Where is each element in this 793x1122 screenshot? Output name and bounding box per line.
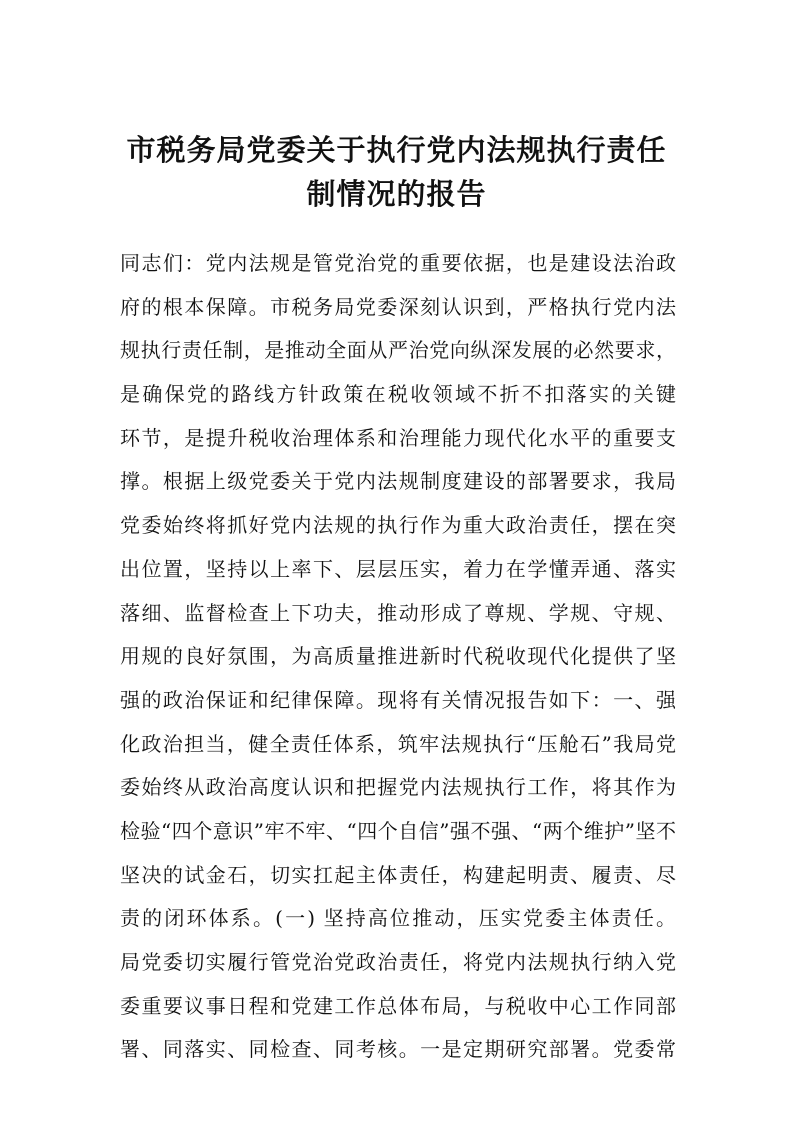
body-text-line: 用规的良好氛围，为高质量推进新时代税收现代化提供了坚 <box>120 644 676 669</box>
body-text-line: 检验“四个意识”牢不牢、“四个自信”强不强、“两个维护”坚不 <box>120 818 676 843</box>
body-text-line: 署、同落实、同检查、同考核。一是定期研究部署。党委常 <box>120 1037 676 1062</box>
body-text-line: 党委始终将抓好党内法规的执行作为重大政治责任，摆在突 <box>120 513 676 538</box>
document-body <box>120 248 676 1078</box>
body-text-line: 委重要议事日程和党建工作总体布局，与税收中心工作同部 <box>120 993 676 1018</box>
body-text-line: 环节，是提升税收治理体系和治理能力现代化水平的重要支 <box>120 425 676 450</box>
body-text-line: 同志们：党内法规是管党治党的重要依据，也是建设法治政 <box>120 251 676 275</box>
body-text-line: 委始终从政治高度认识和把握党内法规执行工作，将其作为 <box>120 775 676 800</box>
body-text-line: 责的闭环体系。(一) 坚持高位推动，压实党委主体责任。 <box>120 906 676 931</box>
body-text-line: 强的政治保证和纪律保障。现将有关情况报告如下：一、强 <box>120 687 676 712</box>
document-title-line-1: 市税务局党委关于执行党内法规执行责任 <box>126 133 667 167</box>
body-text-line: 出位置，坚持以上率下、层层压实，着力在学懂弄通、落实 <box>120 556 676 581</box>
document-title-line-2: 制情况的报告 <box>306 177 487 211</box>
body-text-line: 坚决的试金石，切实扛起主体责任，构建起明责、履责、尽 <box>120 862 676 887</box>
body-text-line: 是确保党的路线方针政策在税收领域不折不扣落实的关键 <box>120 382 676 407</box>
body-text-line: 府的根本保障。市税务局党委深刻认识到，严格执行党内法 <box>120 294 676 319</box>
body-text-line: 规执行责任制，是推动全面从严治党向纵深发展的必然要求， <box>120 338 676 363</box>
body-text-line: 撑。根据上级党委关于党内法规制度建设的部署要求，我局 <box>120 469 676 494</box>
body-text-line: 化政治担当，健全责任体系，筑牢法规执行“压舱石”我局党 <box>120 731 676 756</box>
body-text-line: 落细、监督检查上下功夫，推动形成了尊规、学规、守规、 <box>120 600 676 625</box>
body-text-line: 局党委切实履行管党治党政治责任，将党内法规执行纳入党 <box>120 950 676 974</box>
